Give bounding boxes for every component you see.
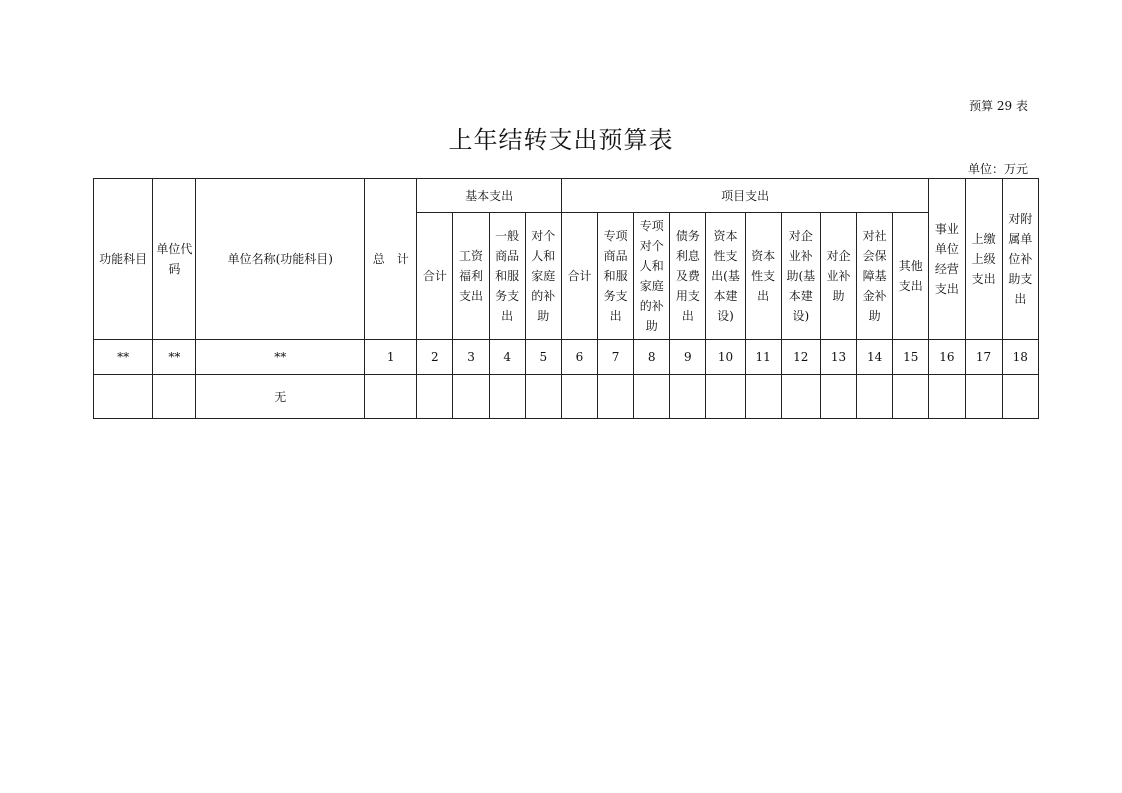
index-cell: 2 bbox=[417, 340, 453, 375]
col-header-project-enterprise: 对企业补助 bbox=[820, 213, 856, 340]
index-cell: 7 bbox=[598, 340, 634, 375]
index-cell: 16 bbox=[929, 340, 965, 375]
table-cell bbox=[706, 375, 745, 419]
table-cell bbox=[820, 375, 856, 419]
table-cell bbox=[525, 375, 561, 419]
table-cell bbox=[745, 375, 781, 419]
table-cell bbox=[153, 375, 196, 419]
index-cell: ** bbox=[153, 340, 196, 375]
index-cell: 17 bbox=[965, 340, 1002, 375]
col-header-basic-wage: 工资福利支出 bbox=[453, 213, 489, 340]
table-cell bbox=[94, 375, 153, 419]
table-cell bbox=[965, 375, 1002, 419]
col-header-project-total: 合计 bbox=[561, 213, 597, 340]
data-row-name: 无 bbox=[196, 375, 365, 419]
col-header-project-other: 其他支出 bbox=[893, 213, 929, 340]
page-title: 上年结转支出预算表 bbox=[448, 126, 674, 154]
unit-label: 单位：万元 bbox=[967, 162, 1028, 176]
index-cell: 14 bbox=[857, 340, 893, 375]
col-header-project-enterprise-basic: 对企业补助(基本建设) bbox=[781, 213, 820, 340]
table-cell bbox=[670, 375, 706, 419]
col-header-upper: 上缴上级支出 bbox=[965, 179, 1002, 340]
col-header-func: 功能科目 bbox=[94, 179, 153, 340]
col-header-operating: 事业单位经营支出 bbox=[929, 179, 965, 340]
col-header-basic-goods: 一般商品和服务支出 bbox=[489, 213, 525, 340]
table-cell bbox=[929, 375, 965, 419]
table-cell bbox=[365, 375, 417, 419]
index-row bbox=[94, 340, 1039, 375]
index-cell: 3 bbox=[453, 340, 489, 375]
col-header-project-capital-basic: 资本性支出(基本建设) bbox=[706, 213, 745, 340]
form-number: 预算 29 表 bbox=[969, 99, 1028, 113]
col-header-project-capital: 资本性支出 bbox=[745, 213, 781, 340]
index-cell: 1 bbox=[365, 340, 417, 375]
table-cell bbox=[598, 375, 634, 419]
group-header-basic: 基本支出 bbox=[417, 179, 562, 213]
index-cell: 8 bbox=[634, 340, 670, 375]
index-cell: 5 bbox=[525, 340, 561, 375]
col-header-code: 单位代码 bbox=[153, 179, 196, 340]
index-cell: ** bbox=[196, 340, 365, 375]
col-header-name: 单位名称(功能科目) bbox=[196, 179, 365, 340]
table-cell bbox=[893, 375, 929, 419]
col-header-basic-total: 合计 bbox=[417, 213, 453, 340]
index-cell: 13 bbox=[820, 340, 856, 375]
table-cell bbox=[781, 375, 820, 419]
col-header-project-social: 对社会保障基金补助 bbox=[857, 213, 893, 340]
table-cell bbox=[417, 375, 453, 419]
group-header-project: 项目支出 bbox=[561, 179, 928, 213]
index-cell: 18 bbox=[1002, 340, 1038, 375]
col-header-affiliated: 对附属单位补助支出 bbox=[1002, 179, 1038, 340]
table-cell bbox=[453, 375, 489, 419]
table-cell bbox=[561, 375, 597, 419]
index-cell: 12 bbox=[781, 340, 820, 375]
index-cell: 6 bbox=[561, 340, 597, 375]
col-header-project-personal: 专项对个人和家庭的补助 bbox=[634, 213, 670, 340]
col-header-total: 总 计 bbox=[365, 179, 417, 340]
table-cell bbox=[489, 375, 525, 419]
table-cell bbox=[634, 375, 670, 419]
index-cell: 10 bbox=[706, 340, 745, 375]
col-header-project-goods: 专项商品和服务支出 bbox=[598, 213, 634, 340]
data-row bbox=[94, 375, 1039, 419]
index-cell: 9 bbox=[670, 340, 706, 375]
table-cell bbox=[1002, 375, 1038, 419]
col-header-basic-personal: 对个人和家庭的补助 bbox=[525, 213, 561, 340]
col-header-project-debt: 债务利息及费用支出 bbox=[670, 213, 706, 340]
header-row-groups bbox=[94, 179, 1039, 213]
budget-table bbox=[93, 178, 1039, 419]
index-cell: ** bbox=[94, 340, 153, 375]
table-cell bbox=[857, 375, 893, 419]
index-cell: 15 bbox=[893, 340, 929, 375]
index-cell: 4 bbox=[489, 340, 525, 375]
index-cell: 11 bbox=[745, 340, 781, 375]
